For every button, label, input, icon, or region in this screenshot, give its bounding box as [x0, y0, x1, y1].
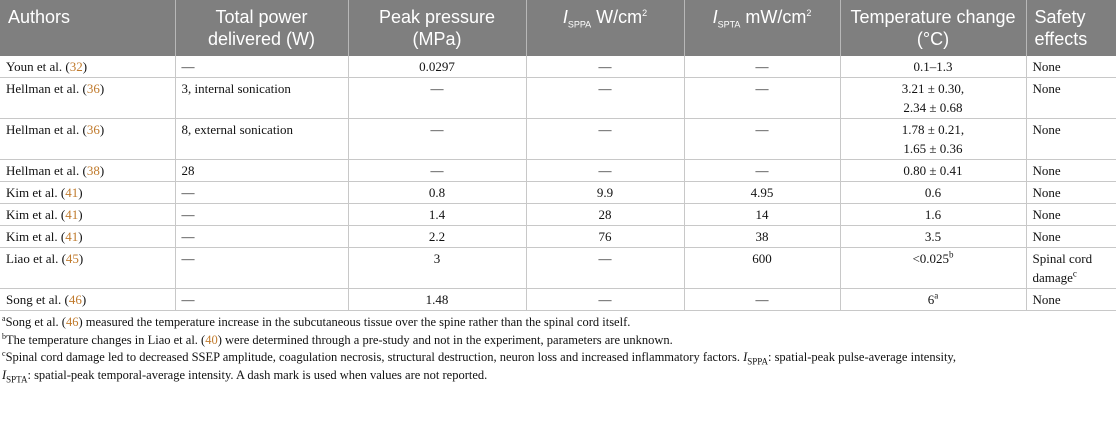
cell-author: Kim et al. (41) — [0, 182, 175, 204]
ref-link[interactable]: 32 — [69, 59, 83, 74]
cell-power: 28 — [175, 160, 348, 182]
cell-temperature: 1.78 ± 0.21, 1.65 ± 0.36 — [840, 119, 1026, 160]
cell-ispta: 14 — [684, 204, 840, 226]
cell-author: Hellman et al. (38) — [0, 160, 175, 182]
cell-isppa: 28 — [526, 204, 684, 226]
cell-ispta: — — [684, 78, 840, 119]
cell-author: Hellman et al. (36) — [0, 78, 175, 119]
cell-temperature: 3.21 ± 0.30, 2.34 ± 0.68 — [840, 78, 1026, 119]
cell-pressure: 3 — [348, 248, 526, 289]
cell-isppa: 76 — [526, 226, 684, 248]
cell-author: Kim et al. (41) — [0, 226, 175, 248]
cell-power: 3, internal sonication — [175, 78, 348, 119]
ref-link[interactable]: 46 — [68, 292, 82, 307]
header-safety: Safety effects — [1026, 0, 1116, 56]
cell-ispta: — — [684, 119, 840, 160]
cell-safety: None — [1026, 56, 1116, 78]
cell-power: — — [175, 226, 348, 248]
ref-link[interactable]: 41 — [65, 229, 79, 244]
cell-temperature: 1.6 — [840, 204, 1026, 226]
cell-power: — — [175, 289, 348, 311]
cell-safety: None — [1026, 78, 1116, 119]
ref-link[interactable]: 41 — [65, 185, 79, 200]
ref-link[interactable]: 36 — [86, 81, 100, 96]
cell-pressure: 0.8 — [348, 182, 526, 204]
cell-temperature: 0.1–1.3 — [840, 56, 1026, 78]
ref-link[interactable]: 40 — [205, 332, 218, 347]
cell-isppa: — — [526, 248, 684, 289]
table-row — [0, 119, 1116, 160]
cell-safety: Spinal cord damage$^c$ — [1026, 248, 1116, 289]
cell-power: — — [175, 182, 348, 204]
table-row — [0, 289, 1116, 311]
ref-link[interactable]: 38 — [86, 163, 100, 178]
header-pressure: Peak pressure (MPa) — [348, 0, 526, 56]
footnote-a: $^a$Song et al. (46) measured the temperature increase in the subcutaneous tissue over the spine rather than the spinal cord itself. — [2, 313, 631, 329]
cell-ispta: 600 — [684, 248, 840, 289]
cell-safety: None — [1026, 289, 1116, 311]
cell-safety: None — [1026, 160, 1116, 182]
ref-link[interactable]: 36 — [86, 122, 100, 137]
table-row — [0, 160, 1116, 182]
cell-pressure: 1.48 — [348, 289, 526, 311]
ref-link[interactable]: 45 — [65, 251, 79, 266]
header-temperature: Temperature change (°C) — [840, 0, 1026, 56]
ref-link[interactable]: 41 — [65, 207, 79, 222]
cell-temperature: 0.6 — [840, 182, 1026, 204]
cell-power: — — [175, 204, 348, 226]
cell-author: Youn et al. (32) — [0, 56, 175, 78]
footnote-c: $^c$Spinal cord damage led to decreased SSEP amplitude, coagulation necrosis, structural destruction, neuron loss and increased inflammatory factors. $I_{SPPA}$: spatial-peak pulse-average intensity, $I_{SPTA}$: spatial-peak temporal-average intensity. A dash mark is used when values are not reported. — [2, 348, 956, 384]
cell-author: Liao et al. (45) — [0, 248, 175, 289]
cell-author: Kim et al. (41) — [0, 204, 175, 226]
table-row — [0, 226, 1116, 248]
cell-pressure: 2.2 — [348, 226, 526, 248]
cell-safety: None — [1026, 204, 1116, 226]
cell-author: Song et al. (46) — [0, 289, 175, 311]
footnote-b: $^b$The temperature changes in Liao et al. (40) were determined through a pre-study and not in the experiment, parameters are unknown. — [2, 331, 673, 347]
cell-ispta: — — [684, 160, 840, 182]
ref-link[interactable]: 46 — [65, 315, 79, 329]
cell-ispta: — — [684, 56, 840, 78]
cell-safety: None — [1026, 226, 1116, 248]
cell-author: Hellman et al. (36) — [0, 119, 175, 160]
header-row — [0, 0, 1116, 56]
cell-ispta: 38 — [684, 226, 840, 248]
cell-isppa: — — [526, 119, 684, 160]
cell-isppa: — — [526, 160, 684, 182]
header-power: Total power delivered (W) — [175, 0, 348, 56]
cell-isppa: — — [526, 56, 684, 78]
table-row — [0, 248, 1116, 289]
cell-temperature: 0.80 ± 0.41 — [840, 160, 1026, 182]
table-row — [0, 204, 1116, 226]
cell-power: — — [175, 56, 348, 78]
cell-isppa: — — [526, 289, 684, 311]
footnotes — [0, 311, 1116, 384]
cell-power: 8, external sonication — [175, 119, 348, 160]
cell-pressure: — — [348, 78, 526, 119]
header-authors: Authors — [0, 0, 175, 56]
cell-ispta: — — [684, 289, 840, 311]
table-row — [0, 78, 1116, 119]
cell-ispta: 4.95 — [684, 182, 840, 204]
header-isppa: $I_{SPPA}$ $W/cm^2$ — [526, 0, 684, 56]
header-ispta: $I_{SPTA}$ $mW/cm^2$ — [684, 0, 840, 56]
cell-pressure: — — [348, 119, 526, 160]
cell-isppa: — — [526, 78, 684, 119]
cell-pressure: 0.0297 — [348, 56, 526, 78]
table-row — [0, 56, 1116, 78]
cell-safety: None — [1026, 182, 1116, 204]
cell-temperature: <0.025$^b$ — [840, 248, 1026, 289]
table-row — [0, 182, 1116, 204]
cell-power: — — [175, 248, 348, 289]
cell-temperature: 6$^a$ — [840, 289, 1026, 311]
cell-isppa: 9.9 — [526, 182, 684, 204]
cell-pressure: 1.4 — [348, 204, 526, 226]
cell-temperature: 3.5 — [840, 226, 1026, 248]
cell-safety: None — [1026, 119, 1116, 160]
cell-pressure: — — [348, 160, 526, 182]
